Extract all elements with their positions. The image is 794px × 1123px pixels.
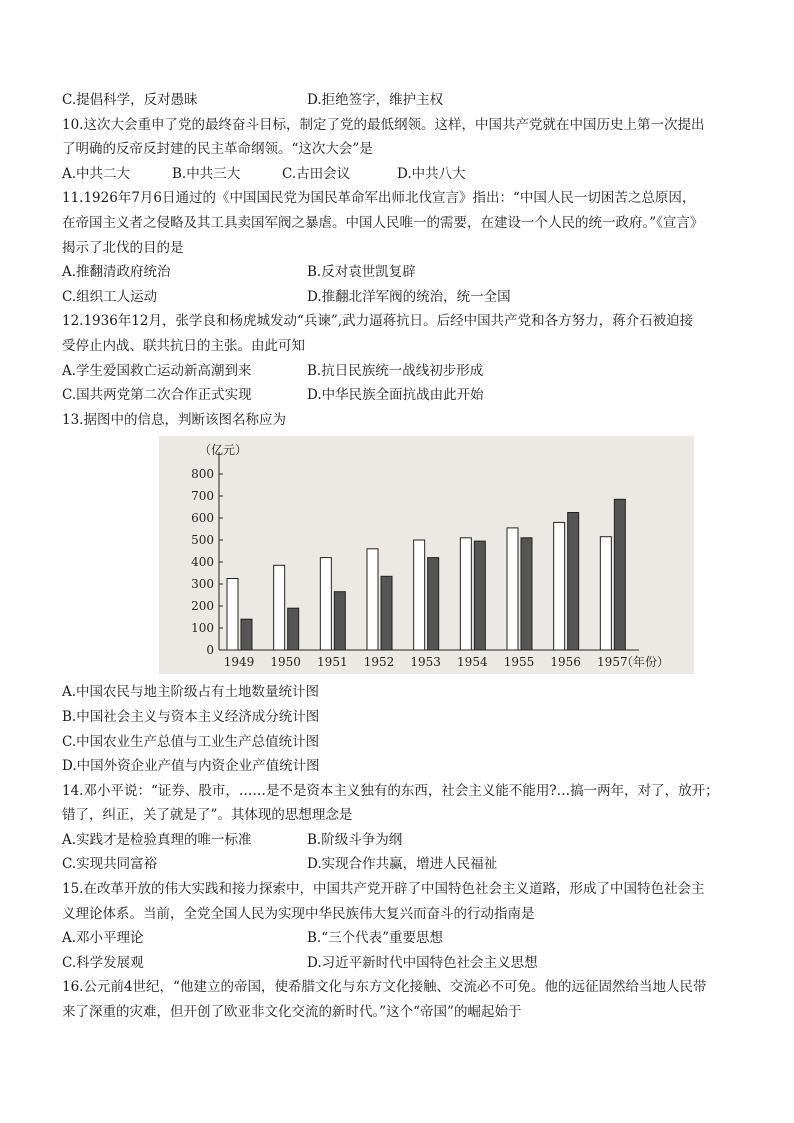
x-tick-label: 1951 (317, 655, 348, 670)
y-tick-label: 700 (191, 489, 214, 504)
q15-option-b[interactable]: B.“三个代表”重要思想 (307, 930, 444, 947)
y-tick-label: 0 (206, 643, 214, 658)
q16-stem-line1: 16.公元前4世纪，“他建立的帝国，使希腊文化与东方文化接触、交流必不可免。他的远征固然给当地人民带 (62, 979, 707, 996)
q11-stem-line2: 在帝国主义者之侵略及其工具卖国军阀之暴虐。中国人民唯一的需要，在建设一个人民的统一政府。”《宣言》 (62, 214, 704, 231)
bar-1952-series1 (367, 549, 378, 650)
bar-1955-series2 (521, 538, 532, 650)
bar-1955-series1 (507, 528, 518, 650)
q9-option-c[interactable]: C.提倡科学，反对愚昧 (62, 92, 198, 108)
q16-stem-line2: 来了深重的灾难，但开创了欧亚非文化交流的新时代。”这个“帝国”的崛起始于 (62, 1004, 522, 1021)
y-tick-label: 200 (191, 599, 214, 614)
q9-option-d[interactable]: D.拒绝签字，维护主权 (307, 92, 444, 108)
q11-options-ab (62, 260, 746, 285)
q10-option-d[interactable]: D.中共八大 (397, 165, 466, 182)
q11-option-d[interactable]: D.推翻北洋军阀的统治，统一全国 (307, 288, 511, 305)
q12-stem-line1: 12.1936年12月，张学良和杨虎城发动“兵谏”,武力逼蒋抗日。后经中国共产党和各方努力，蒋介石被迫接 (62, 313, 694, 330)
q15-stem-line2: 义理论体系。当前，全党全国人民为实现中华民族伟大复兴而奋斗的行动指南是 (62, 905, 535, 922)
y-tick-label: 600 (191, 511, 214, 526)
q14-option-b[interactable]: B.阶级斗争为纲 (307, 831, 403, 848)
q15-stem-line1: 15.在改革开放的伟大实践和接力探索中，中国共产党开辟了中国特色社会主义道路，形成了中国特色社会主 (62, 881, 705, 898)
bar-1949-series2 (241, 620, 252, 651)
q12-options-ab (62, 359, 746, 384)
bar-1957-series1 (600, 537, 611, 650)
bar-1951-series1 (320, 558, 331, 650)
bar-1953-series1 (414, 540, 425, 650)
q11-option-c[interactable]: C.组织工人运动 (62, 288, 158, 305)
bar-1956-series2 (568, 513, 579, 651)
x-tick-label: 1952 (363, 655, 395, 670)
q10-stem-line1: 10.这次大会重申了党的最终奋斗目标，制定了党的最低纲领。这样，中国共产党就在中国历史上第一次提出 (62, 116, 705, 133)
q11-options-cd (62, 285, 746, 310)
x-tick-label: 1953 (410, 655, 441, 670)
q11-stem-line3: 揭示了北伐的目的是 (62, 239, 184, 256)
q15-options-cd (62, 951, 746, 976)
x-tick-label: 1950 (270, 655, 301, 670)
bar-1957-series2 (614, 500, 625, 651)
q9-options-cd (62, 88, 746, 113)
q12-stem-line2: 受停止内战、联共抗日的主张。由此可知 (62, 337, 305, 354)
q10-option-c[interactable]: C.古田会议 (282, 165, 351, 182)
q14-options-ab (62, 828, 746, 853)
q14-option-d[interactable]: D.实现合作共赢，增进人民福祉 (307, 856, 498, 873)
q12-option-a[interactable]: A.学生爱国救亡运动新高潮到来 (62, 362, 252, 379)
y-tick-label: 300 (191, 577, 214, 592)
q15-option-d[interactable]: D.习近平新时代中国特色社会主义思想 (307, 954, 538, 971)
q14-stem-line1: 14.邓小平说：“证券、股市，……是不是资本主义独有的东西，社会主义能不能用?…搞一两年，对了，放开； (62, 782, 719, 799)
q11-option-b[interactable]: B.反对袁世凯复辟 (307, 264, 416, 281)
q10-stem-line2: 了明确的反帝反封建的民主革命纲领。“这次大会”是 (62, 141, 373, 158)
q13-bar-chart (159, 436, 694, 674)
y-tick-label: 500 (191, 533, 214, 548)
exam-page (62, 88, 746, 1025)
bar-1954-series2 (474, 541, 485, 650)
bar-1951-series2 (334, 592, 345, 650)
y-tick-label: 400 (191, 555, 214, 570)
q12-option-c[interactable]: C.国共两党第二次合作正式实现 (62, 387, 252, 404)
q11-option-a[interactable]: A.推翻清政府统治 (62, 264, 171, 281)
bar-chart-svg (159, 436, 694, 674)
q12-option-d[interactable]: D.中华民族全面抗战由此开始 (307, 387, 484, 404)
x-tick-label: 1949 (223, 655, 255, 670)
q13-stem: 13.据图中的信息，判断该图名称应为 (62, 411, 286, 428)
q15-option-c[interactable]: C.科学发展观 (62, 954, 144, 971)
bar-1953-series2 (428, 558, 439, 650)
q13-option-a[interactable]: A.中国农民与地主阶级占有土地数量统计图 (62, 684, 320, 701)
q10-option-b[interactable]: B.中共三大 (172, 165, 241, 182)
y-axis-label: （亿元） (199, 443, 248, 458)
q14-stem-line2: 错了，纠正，关了就是了”。其体现的思想理念是 (62, 807, 353, 824)
q12-options-cd (62, 383, 746, 408)
q15-option-a[interactable]: A.邓小平理论 (62, 930, 144, 947)
bar-1950-series2 (288, 609, 299, 651)
x-tick-label: 1954 (457, 655, 488, 670)
q13-option-b[interactable]: B.中国社会主义与资本主义经济成分统计图 (62, 708, 320, 725)
x-tick-label: 1957 (597, 655, 628, 670)
y-tick-label: 100 (191, 621, 214, 636)
q14-options-cd (62, 852, 746, 877)
q12-option-b[interactable]: B.抗日民族统一战线初步形成 (307, 362, 484, 379)
y-tick-label: 800 (191, 467, 214, 482)
q10-option-a[interactable]: A.中共二大 (62, 165, 131, 182)
q11-stem-line1: 11.1926年7月6日通过的《中国国民党为国民革命军出师北伐宣言》指出：“中国人民一切困苦之总原因， (62, 190, 696, 207)
q14-option-a[interactable]: A.实践才是检验真理的唯一标准 (62, 831, 252, 848)
x-tick-label: 1955 (503, 655, 535, 670)
bar-1954-series1 (460, 538, 471, 650)
q10-options (62, 162, 746, 187)
q14-option-c[interactable]: C.实现共同富裕 (62, 856, 158, 873)
bar-1952-series2 (381, 577, 392, 651)
q15-options-ab (62, 926, 746, 951)
bar-1950-series1 (274, 566, 285, 651)
q13-option-d[interactable]: D.中国外资企业产值与内资企业产值统计图 (62, 758, 320, 775)
q13-option-c[interactable]: C.中国农业生产总值与工业生产总值统计图 (62, 733, 320, 750)
x-axis-label: （年份） (621, 655, 670, 670)
bar-1956-series1 (554, 523, 565, 651)
bar-1949-series1 (227, 579, 238, 651)
x-tick-label: 1956 (550, 655, 581, 670)
